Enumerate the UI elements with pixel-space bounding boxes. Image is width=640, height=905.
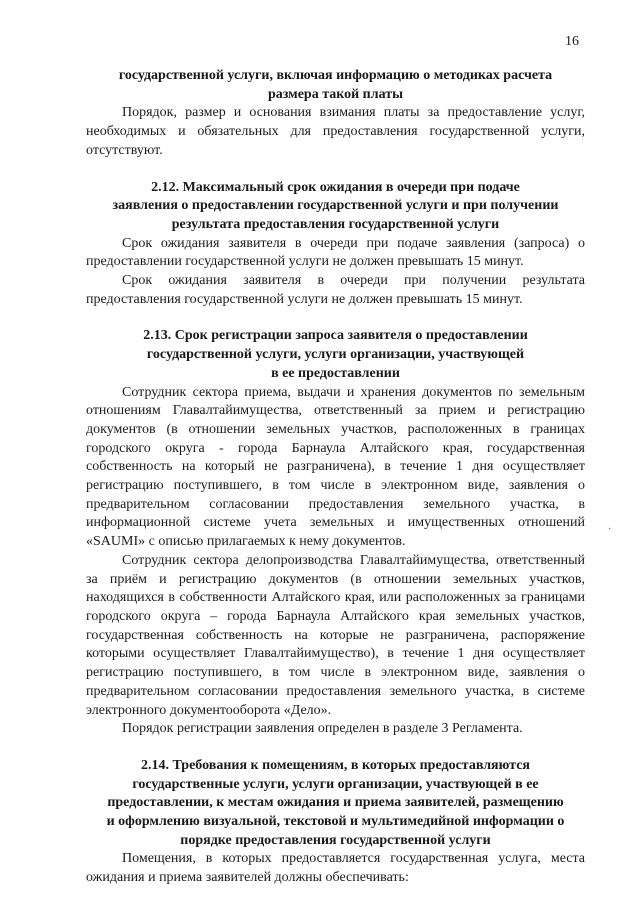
heading-line: порядке предоставления государственной услуги bbox=[180, 832, 491, 848]
heading-line: в ее предоставлении bbox=[271, 365, 400, 381]
paragraph: Срок ожидания заявителя в очереди при подаче заявления (запроса) о предоставлении государственной услуги не должен превышать 15 минут. bbox=[86, 235, 585, 270]
section-heading-2-14 bbox=[86, 757, 585, 851]
paragraph: Порядок регистрации заявления определен в разделе 3 Регламента. bbox=[122, 721, 523, 737]
heading-line: результата предоставления государственной услуги bbox=[171, 216, 500, 232]
paragraph: Срок ожидания заявителя в очереди при получении результата предоставления государственной услуги не должен превышать 15 минут. bbox=[86, 273, 585, 307]
heading-line: размера такой платы bbox=[267, 86, 404, 102]
heading-line: предоставлении, к местам ожидания и приема заявителей, размещению bbox=[107, 795, 564, 811]
paragraph: Порядок, размер и основания взимания платы за предоставление услуг, необходимых и обязательных для предоставления государственной услуги, отсутствуют. bbox=[86, 105, 585, 158]
section-heading-fee-methods bbox=[86, 67, 585, 104]
scan-mark: · bbox=[608, 524, 612, 535]
document-body bbox=[86, 67, 585, 888]
paragraph: Помещения, в которых предоставляется государственная услуга, места ожидания и приема заявителей должны обеспечивать: bbox=[86, 851, 585, 886]
heading-line: государственные услуги, услуги организации, участвующей в ее bbox=[132, 776, 539, 792]
heading-line: государственной услуги, включая информацию о методиках расчета bbox=[118, 68, 553, 83]
heading-line: 2.13. Срок регистрации запроса заявителя о предоставлении bbox=[143, 328, 528, 344]
section-heading-2-13 bbox=[86, 327, 585, 383]
heading-line: 2.12. Максимальный срок ожидания в очереди при подаче bbox=[151, 179, 520, 195]
page-number: 16 bbox=[565, 34, 579, 49]
paragraph: Сотрудник сектора приема, выдачи и хранения документов по земельным отношениям Главалтайимущества, ответственный за прием и регистрацию документов (в отношении земельных участков, расположенных в границах городского округа - города Барнаула Алтайского края, государственная собственность на который не разграничена), в течение 1 дня осуществляет регистрацию поступившего, в том числе в электронном виде, заявления о предварительном согласовании предоставления земельного участка, в информационной системе учета земельных и имущественных отношений «SAUMI» с описью прилагаемых к нему документов. bbox=[86, 384, 585, 550]
heading-line: государственной услуги, услуги организации, участвующей bbox=[146, 347, 525, 363]
heading-line: заявления о предоставлении государственной услуги и при получении bbox=[112, 198, 559, 214]
section-heading-2-12 bbox=[86, 179, 585, 235]
heading-line: 2.14. Требования к помещениям, в которых предоставляются bbox=[141, 757, 530, 773]
heading-line: и оформлению визуальной, текстовой и мультимедийной информации о bbox=[106, 814, 565, 830]
paragraph: Сотрудник сектора делопроизводства Главалтайимущества, ответственный за приём и регистрацию документов (в отношении земельных участков, находящихся в собственности Алтайского края, или расположенных за границами городского округа – города Барнаула Алтайского края земельных участков, государственная собственность на которые не разграничена, распоряжение которыми осуществляет Главалтайимущество), в течение 1 дня осуществляет регистрацию поступившего, в том числе в электронном виде, заявления о предварительном согласовании предоставления земельного участка, в системе электронного документооборота «Дело». bbox=[86, 552, 585, 718]
